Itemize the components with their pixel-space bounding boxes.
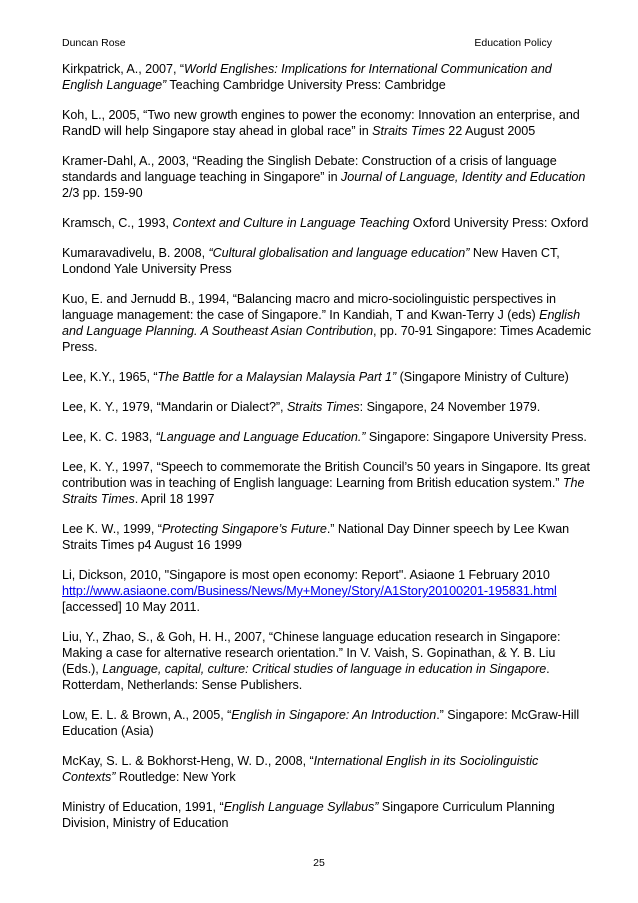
reference-title: English Language Syllabus”	[223, 800, 379, 814]
reference-text: [accessed] 10 May 2011.	[62, 600, 200, 614]
reference-title: Protecting Singapore’s Future	[161, 522, 327, 536]
reference-text: Li, Dickson, 2010, "Singapore is most open economy: Report". Asiaone 1 February 2010	[62, 568, 550, 582]
reference-entry	[62, 567, 592, 615]
reference-text: Lee, K. C. 1983,	[62, 430, 156, 444]
reference-entry	[62, 629, 592, 693]
reference-title: International English in its Sociolinguistic Contexts”	[62, 754, 539, 784]
reference-text: Kramsch, C., 1993,	[62, 216, 173, 230]
reference-title: The Battle for a Malaysian Malaysia Part 1”	[157, 370, 397, 384]
reference-entry	[62, 291, 592, 355]
reference-text: Koh, L., 2005, “Two new growth engines to power the economy: Innovation an enterprise, and RandD will help Singapore stay ahead in global race” in	[62, 108, 580, 138]
reference-text: Lee K. W., 1999, “	[62, 522, 162, 536]
reference-entry	[62, 215, 592, 231]
reference-entry	[62, 799, 592, 831]
reference-title: Straits Times	[286, 400, 360, 414]
reference-entry	[62, 521, 592, 553]
reference-text: Singapore Curriculum Planning Division, Ministry of Education	[62, 800, 555, 830]
reference-text: , pp. 70-91 Singapore: Times Academic Press.	[62, 324, 591, 354]
reference-text: 22 August 2005	[444, 124, 536, 138]
reference-entry	[62, 61, 592, 93]
reference-title: Language, capital, culture: Critical studies of language in education in Singapore	[102, 662, 547, 676]
header-author: Duncan Rose	[62, 37, 126, 49]
reference-entry	[62, 707, 592, 739]
header-title: Education Policy	[474, 37, 552, 49]
reference-text: Lee, K. Y., 1997, “Speech to commemorate the British Council’s 50 years in Singapore. Its great contribution was in teaching of English language: Learning from British education system.”	[62, 460, 590, 490]
reference-text: Kumaravadivelu, B. 2008,	[62, 246, 209, 260]
reference-entry	[62, 107, 592, 139]
reference-text: .” National Day Dinner speech by Lee Kwan Straits Times p4 August 16 1999	[62, 522, 570, 552]
reference-text: Kramer-Dahl, A., 2003, “Reading the Singlish Debate: Construction of a crisis of language standards and language teaching in Singapore” in	[62, 154, 557, 184]
reference-text: . Rotterdam, Netherlands: Sense Publishers.	[62, 662, 550, 692]
reference-text: 2/3 pp. 159-90	[62, 186, 143, 200]
reference-text: Kuo, E. and Jernudd B., 1994, “Balancing macro and micro-sociolinguistic perspectives in language management: the case of Singapore.” In Kandiah, T and Kwan-Terry J (eds)	[62, 292, 557, 322]
reference-text: Oxford University Press: Oxford	[409, 216, 589, 230]
page-header	[62, 37, 552, 49]
reference-text: Liu, Y., Zhao, S., & Goh, H. H., 2007, “Chinese language education research in Singapore: Making a case for alternative research orientation.” In V. Vaish, S. Gopinathan, & Y. B. Liu (Eds.),	[62, 630, 561, 676]
reference-entry	[62, 753, 592, 785]
reference-title: English in Singapore: An Introduction	[231, 708, 437, 722]
reference-title: English and Language Planning. A Southeast Asian Contribution	[62, 308, 581, 338]
reference-entry	[62, 369, 592, 385]
reference-title: Straits Times	[372, 124, 445, 138]
reference-text: Lee, K. Y., 1979, “Mandarin or Dialect?”,	[62, 400, 287, 414]
page-number: 25	[313, 857, 325, 869]
reference-text: .” Singapore: McGraw-Hill Education (Asia)	[62, 708, 580, 738]
reference-text: Singapore: Singapore University Press.	[365, 430, 587, 444]
reference-text: : Singapore, 24 November 1979.	[359, 400, 541, 414]
reference-text: Lee, K.Y., 1965, “	[62, 370, 158, 384]
reference-link[interactable]: http://www.asiaone.com/Business/News/My+Money/Story/A1Story20100201-195831.html	[62, 584, 557, 598]
reference-title: “Cultural globalisation and language education”	[208, 246, 470, 260]
reference-text: . April 18 1997	[134, 492, 215, 506]
reference-entry	[62, 153, 592, 201]
reference-title: The Straits Times	[62, 476, 585, 506]
reference-text: New Haven CT, Londond Yale University Press	[62, 246, 560, 276]
reference-text: McKay, S. L. & Bokhorst-Heng, W. D., 2008, “	[62, 754, 314, 768]
reference-text: (Singapore Ministry of Culture)	[396, 370, 569, 384]
reference-entry	[62, 429, 592, 445]
reference-title: World Englishes: Implications for International Communication and English Language”	[62, 62, 552, 92]
reference-title: Journal of Language, Identity and Education	[341, 170, 586, 184]
reference-title: “Language and Language Education.”	[155, 430, 366, 444]
reference-list	[62, 61, 592, 845]
reference-entry	[62, 399, 592, 415]
reference-text: Low, E. L. & Brown, A., 2005, “	[62, 708, 232, 722]
reference-entry	[62, 459, 592, 507]
reference-text: Routledge: New York	[115, 770, 236, 784]
reference-entry	[62, 245, 592, 277]
reference-text: Kirkpatrick, A., 2007, “	[62, 62, 184, 76]
reference-text: Teaching Cambridge University Press: Cambridge	[166, 78, 446, 92]
reference-title: Context and Culture in Language Teaching	[172, 216, 410, 230]
reference-text: Ministry of Education, 1991, “	[62, 800, 224, 814]
